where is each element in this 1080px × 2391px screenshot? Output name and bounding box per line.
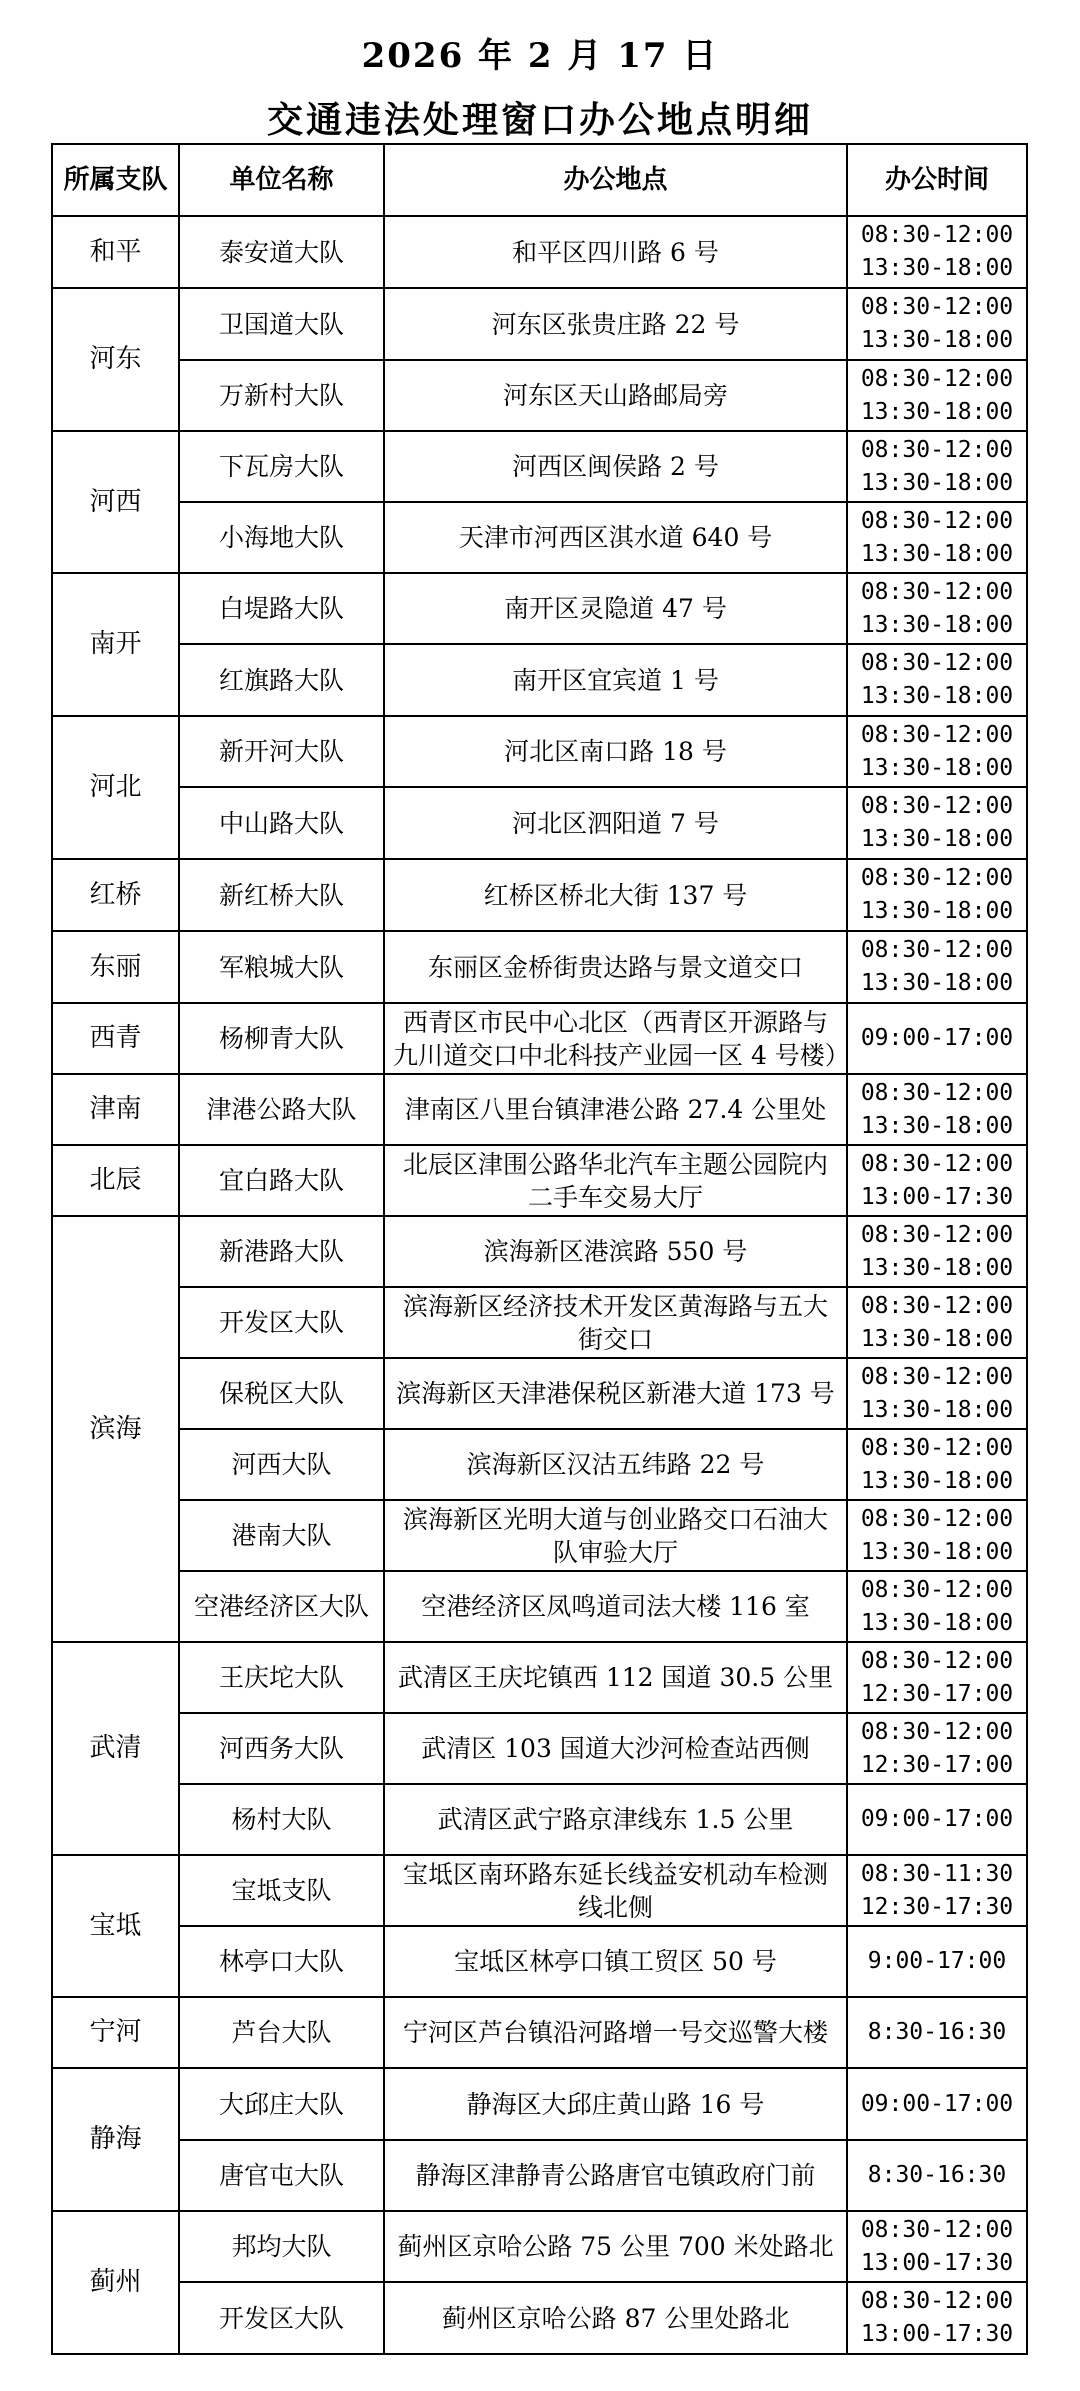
unit-cell: 宜白路大队 <box>179 1145 384 1216</box>
district-cell: 和平 <box>52 216 179 288</box>
table-row <box>52 859 1027 931</box>
table-row <box>52 360 1027 431</box>
time-cell: 08:30-12:00 13:00-17:30 <box>847 1145 1027 1216</box>
district-cell: 宝坻 <box>52 1855 179 1997</box>
address-cell: 武清区王庆坨镇西 112 国道 30.5 公里 <box>384 1642 847 1713</box>
table-row <box>52 573 1027 644</box>
unit-cell: 泰安道大队 <box>179 216 384 288</box>
table-row <box>52 1713 1027 1784</box>
address-cell: 空港经济区凤鸣道司法大楼 116 室 <box>384 1571 847 1642</box>
time-cell: 08:30-12:00 13:30-18:00 <box>847 1216 1027 1287</box>
district-cell: 东丽 <box>52 931 179 1003</box>
unit-cell: 新开河大队 <box>179 716 384 787</box>
time-cell: 08:30-12:00 13:30-18:00 <box>847 1358 1027 1429</box>
time-cell: 08:30-12:00 13:30-18:00 <box>847 502 1027 573</box>
unit-cell: 白堤路大队 <box>179 573 384 644</box>
time-cell: 08:30-12:00 12:30-17:00 <box>847 1713 1027 1784</box>
unit-cell: 杨柳青大队 <box>179 1003 384 1074</box>
table-row <box>52 1074 1027 1145</box>
table-row <box>52 1500 1027 1571</box>
district-cell: 静海 <box>52 2068 179 2211</box>
table-row <box>52 2282 1027 2354</box>
time-cell: 9:00-17:00 <box>847 1926 1027 1997</box>
address-cell: 滨海新区天津港保税区新港大道 173 号 <box>384 1358 847 1429</box>
district-cell: 武清 <box>52 1642 179 1855</box>
district-cell: 蓟州 <box>52 2211 179 2354</box>
time-cell: 08:30-12:00 12:30-17:00 <box>847 1642 1027 1713</box>
unit-cell: 万新村大队 <box>179 360 384 431</box>
unit-cell: 开发区大队 <box>179 2282 384 2354</box>
unit-cell: 保税区大队 <box>179 1358 384 1429</box>
unit-cell: 王庆坨大队 <box>179 1642 384 1713</box>
table-row <box>52 1642 1027 1713</box>
page-title: 交通违法处理窗口办公地点明细 <box>266 99 813 141</box>
address-cell: 南开区宜宾道 1 号 <box>384 644 847 716</box>
address-cell: 蓟州区京哈公路 87 公里处路北 <box>384 2282 847 2354</box>
address-cell: 静海区津静青公路唐官屯镇政府门前 <box>384 2140 847 2211</box>
time-cell: 08:30-12:00 13:30-18:00 <box>847 288 1027 360</box>
table-row <box>52 1784 1027 1855</box>
unit-cell: 邦均大队 <box>179 2211 384 2282</box>
table-row <box>52 2140 1027 2211</box>
header-district: 所属支队 <box>52 144 179 216</box>
time-cell: 08:30-12:00 13:30-18:00 <box>847 360 1027 431</box>
address-cell: 西青区市民中心北区（西青区开源路与九川道交口中北科技产业园一区 4 号楼） <box>384 1003 847 1074</box>
address-cell: 红桥区桥北大街 137 号 <box>384 859 847 931</box>
district-cell: 北辰 <box>52 1145 179 1216</box>
unit-cell: 下瓦房大队 <box>179 431 384 502</box>
time-cell: 08:30-12:00 13:30-18:00 <box>847 859 1027 931</box>
time-cell: 08:30-12:00 13:30-18:00 <box>847 716 1027 787</box>
unit-cell: 大邱庄大队 <box>179 2068 384 2140</box>
unit-cell: 宝坻支队 <box>179 1855 384 1926</box>
address-cell: 滨海新区光明大道与创业路交口石油大队审验大厅 <box>384 1500 847 1571</box>
time-cell: 08:30-12:00 13:00-17:30 <box>847 2211 1027 2282</box>
table-row <box>52 1145 1027 1216</box>
district-cell: 宁河 <box>52 1997 179 2068</box>
unit-cell: 小海地大队 <box>179 502 384 573</box>
district-cell: 滨海 <box>52 1216 179 1642</box>
unit-cell: 新港路大队 <box>179 1216 384 1287</box>
unit-cell: 唐官屯大队 <box>179 2140 384 2211</box>
table-row <box>52 288 1027 360</box>
time-cell: 08:30-12:00 13:30-18:00 <box>847 1571 1027 1642</box>
address-cell: 静海区大邱庄黄山路 16 号 <box>384 2068 847 2140</box>
district-cell: 红桥 <box>52 859 179 931</box>
table-row <box>52 1855 1027 1926</box>
time-cell: 08:30-12:00 13:30-18:00 <box>847 787 1027 859</box>
table-row <box>52 1287 1027 1358</box>
address-cell: 东丽区金桥街贵达路与景文道交口 <box>384 931 847 1003</box>
time-cell: 08:30-12:00 13:30-18:00 <box>847 431 1027 502</box>
time-cell: 08:30-12:00 13:30-18:00 <box>847 1500 1027 1571</box>
time-cell: 08:30-11:30 12:30-17:30 <box>847 1855 1027 1926</box>
time-cell: 8:30-16:30 <box>847 2140 1027 2211</box>
address-cell: 武清区武宁路京津线东 1.5 公里 <box>384 1784 847 1855</box>
address-cell: 天津市河西区淇水道 640 号 <box>384 502 847 573</box>
district-cell: 南开 <box>52 573 179 716</box>
district-cell: 河北 <box>52 716 179 859</box>
table-row <box>52 716 1027 787</box>
header-address: 办公地点 <box>384 144 847 216</box>
time-cell: 08:30-12:00 13:00-17:30 <box>847 2282 1027 2354</box>
time-cell: 09:00-17:00 <box>847 1784 1027 1855</box>
district-cell: 津南 <box>52 1074 179 1145</box>
unit-cell: 河西大队 <box>179 1429 384 1500</box>
address-cell: 河东区天山路邮局旁 <box>384 360 847 431</box>
unit-cell: 空港经济区大队 <box>179 1571 384 1642</box>
address-cell: 和平区四川路 6 号 <box>384 216 847 288</box>
address-cell: 河东区张贵庄路 22 号 <box>384 288 847 360</box>
address-cell: 滨海新区汉沽五纬路 22 号 <box>384 1429 847 1500</box>
time-cell: 08:30-12:00 13:30-18:00 <box>847 1074 1027 1145</box>
address-cell: 河北区南口路 18 号 <box>384 716 847 787</box>
table-row <box>52 2211 1027 2282</box>
address-cell: 蓟州区京哈公路 75 公里 700 米处路北 <box>384 2211 847 2282</box>
address-cell: 滨海新区港滨路 550 号 <box>384 1216 847 1287</box>
table-row <box>52 644 1027 716</box>
time-cell: 08:30-12:00 13:30-18:00 <box>847 216 1027 288</box>
unit-cell: 卫国道大队 <box>179 288 384 360</box>
table-row <box>52 1571 1027 1642</box>
table-row <box>52 2068 1027 2140</box>
table-body <box>52 216 1027 2354</box>
address-cell: 河北区泗阳道 7 号 <box>384 787 847 859</box>
table-row <box>52 1926 1027 1997</box>
address-cell: 滨海新区经济技术开发区黄海路与五大街交口 <box>384 1287 847 1358</box>
address-cell: 宁河区芦台镇沿河路增一号交巡警大楼 <box>384 1997 847 2068</box>
time-cell: 08:30-12:00 13:30-18:00 <box>847 931 1027 1003</box>
unit-cell: 红旗路大队 <box>179 644 384 716</box>
table-row <box>52 787 1027 859</box>
header-unit: 单位名称 <box>179 144 384 216</box>
unit-cell: 林亭口大队 <box>179 1926 384 1997</box>
district-cell: 河东 <box>52 288 179 431</box>
time-cell: 09:00-17:00 <box>847 2068 1027 2140</box>
unit-cell: 港南大队 <box>179 1500 384 1571</box>
address-cell: 武清区 103 国道大沙河检查站西侧 <box>384 1713 847 1784</box>
unit-cell: 河西务大队 <box>179 1713 384 1784</box>
time-cell: 08:30-12:00 13:30-18:00 <box>847 1287 1027 1358</box>
table-row <box>52 1429 1027 1500</box>
time-cell: 08:30-12:00 13:30-18:00 <box>847 573 1027 644</box>
table-row <box>52 1997 1027 2068</box>
table-row <box>52 431 1027 502</box>
address-cell: 河西区闽侯路 2 号 <box>384 431 847 502</box>
table-row <box>52 1003 1027 1074</box>
table-row <box>52 1216 1027 1287</box>
unit-cell: 芦台大队 <box>179 1997 384 2068</box>
time-cell: 09:00-17:00 <box>847 1003 1027 1074</box>
address-cell: 南开区灵隐道 47 号 <box>384 573 847 644</box>
table-row <box>52 502 1027 573</box>
header-time: 办公时间 <box>847 144 1027 216</box>
address-cell: 北辰区津围公路华北汽车主题公园院内二手车交易大厅 <box>384 1145 847 1216</box>
unit-cell: 新红桥大队 <box>179 859 384 931</box>
address-cell: 津南区八里台镇津港公路 27.4 公里处 <box>384 1074 847 1145</box>
unit-cell: 军粮城大队 <box>179 931 384 1003</box>
unit-cell: 中山路大队 <box>179 787 384 859</box>
unit-cell: 杨村大队 <box>179 1784 384 1855</box>
unit-cell: 开发区大队 <box>179 1287 384 1358</box>
table-row <box>52 216 1027 288</box>
date-heading: 2026 年 2 月 17 日 <box>361 36 719 76</box>
time-cell: 08:30-12:00 13:30-18:00 <box>847 644 1027 716</box>
district-cell: 西青 <box>52 1003 179 1074</box>
office-locations-table <box>51 143 1028 2355</box>
time-cell: 8:30-16:30 <box>847 1997 1027 2068</box>
time-cell: 08:30-12:00 13:30-18:00 <box>847 1429 1027 1500</box>
address-cell: 宝坻区林亭口镇工贸区 50 号 <box>384 1926 847 1997</box>
address-cell: 宝坻区南环路东延长线益安机动车检测线北侧 <box>384 1855 847 1926</box>
table-row <box>52 931 1027 1003</box>
table-header-row <box>52 144 1027 216</box>
district-cell: 河西 <box>52 431 179 573</box>
table-row <box>52 1358 1027 1429</box>
unit-cell: 津港公路大队 <box>179 1074 384 1145</box>
